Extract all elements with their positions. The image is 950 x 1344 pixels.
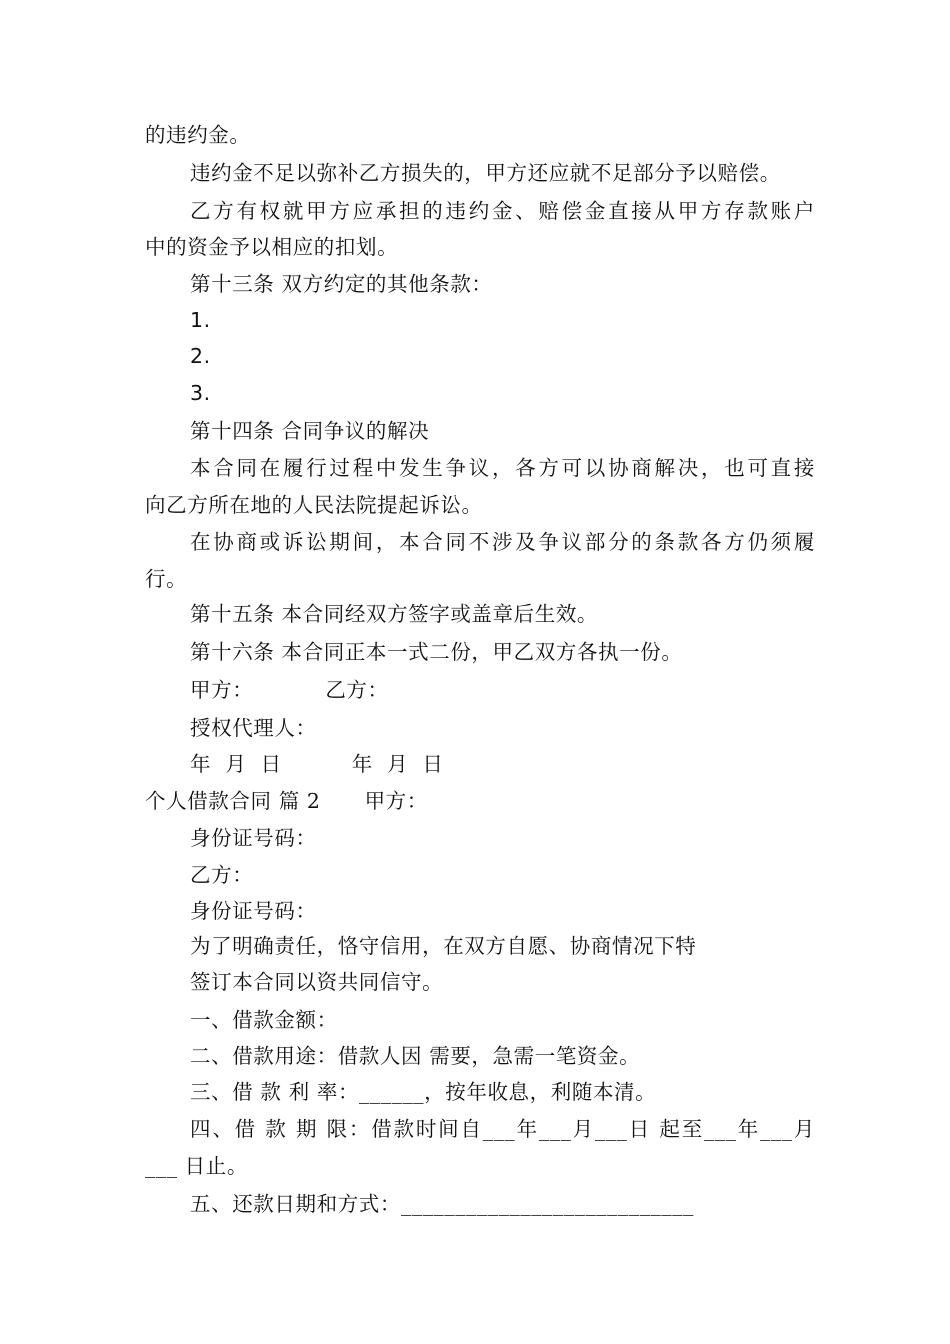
id-number-label: 身份证号码： — [190, 826, 317, 850]
section-header — [145, 785, 815, 817]
signature-dates — [190, 748, 815, 780]
date-a: 年 月 日 — [190, 752, 282, 776]
clause-heading: 第十四条 合同争议的解决 — [190, 419, 430, 443]
party-b-label: 乙方： — [325, 678, 389, 702]
party-a-label: 甲方： — [364, 789, 428, 813]
loan-amount-line: 一、借款金额： — [190, 1008, 338, 1032]
paragraph-line: 本合同在履行过程中发生争议，各方可以协商解决，也可直接 — [190, 456, 815, 480]
list-item: 2. — [190, 344, 211, 368]
paragraph-line: 向乙方所在地的人民法院提起诉讼。 — [145, 493, 483, 517]
paragraph-line: 违约金不足以弥补乙方损失的，甲方还应就不足部分予以赔偿。 — [190, 161, 781, 185]
paragraph-line: 在协商或诉讼期间，本合同不涉及争议部分的条款各方仍须履 — [190, 530, 815, 554]
id-number-label: 身份证号码： — [190, 899, 317, 923]
repayment-line: 五、还款日期和方式：___________________________ — [190, 1192, 694, 1216]
paragraph-line: 中的资金予以相应的扣划。 — [145, 235, 399, 259]
party-a-label: 甲方： — [190, 678, 254, 702]
paragraph-line: 为了明确责任，恪守信用，在双方自愿、协商情况下特 — [190, 934, 697, 958]
clause-heading: 第十六条 本合同正本一式二份，甲乙双方各执一份。 — [190, 640, 683, 664]
paragraph-line: 的违约金。 — [145, 123, 251, 147]
section-title: 个人借款合同 篇 2 — [145, 789, 321, 813]
paragraph-line: 行。 — [145, 567, 188, 591]
authorized-agent-label: 授权代理人： — [190, 716, 317, 740]
paragraph-line: 乙方有权就甲方应承担的违约金、赔偿金直接从甲方存款账户 — [190, 199, 815, 223]
date-b: 年 月 日 — [351, 752, 444, 776]
list-item: 1. — [190, 308, 211, 332]
party-b-label: 乙方： — [190, 863, 254, 887]
signature-parties — [190, 674, 815, 706]
clause-heading: 第十三条 双方约定的其他条款： — [190, 272, 493, 296]
list-item: 3. — [190, 381, 211, 405]
paragraph-line: 签订本合同以资共同信守。 — [190, 970, 444, 994]
loan-purpose-line: 二、借款用途：借款人因 需要，急需一笔资金。 — [190, 1044, 641, 1068]
clause-heading: 第十五条 本合同经双方签字或盖章后生效。 — [190, 602, 599, 626]
loan-term-end-line: ___ 日止。 — [145, 1154, 248, 1178]
loan-rate-line: 三、借 款 利 率：______，按年收息，利随本清。 — [190, 1080, 657, 1104]
loan-term-line: 四、借 款 期 限：借款时间自___年___月___日 起至___年___月 — [190, 1117, 815, 1141]
